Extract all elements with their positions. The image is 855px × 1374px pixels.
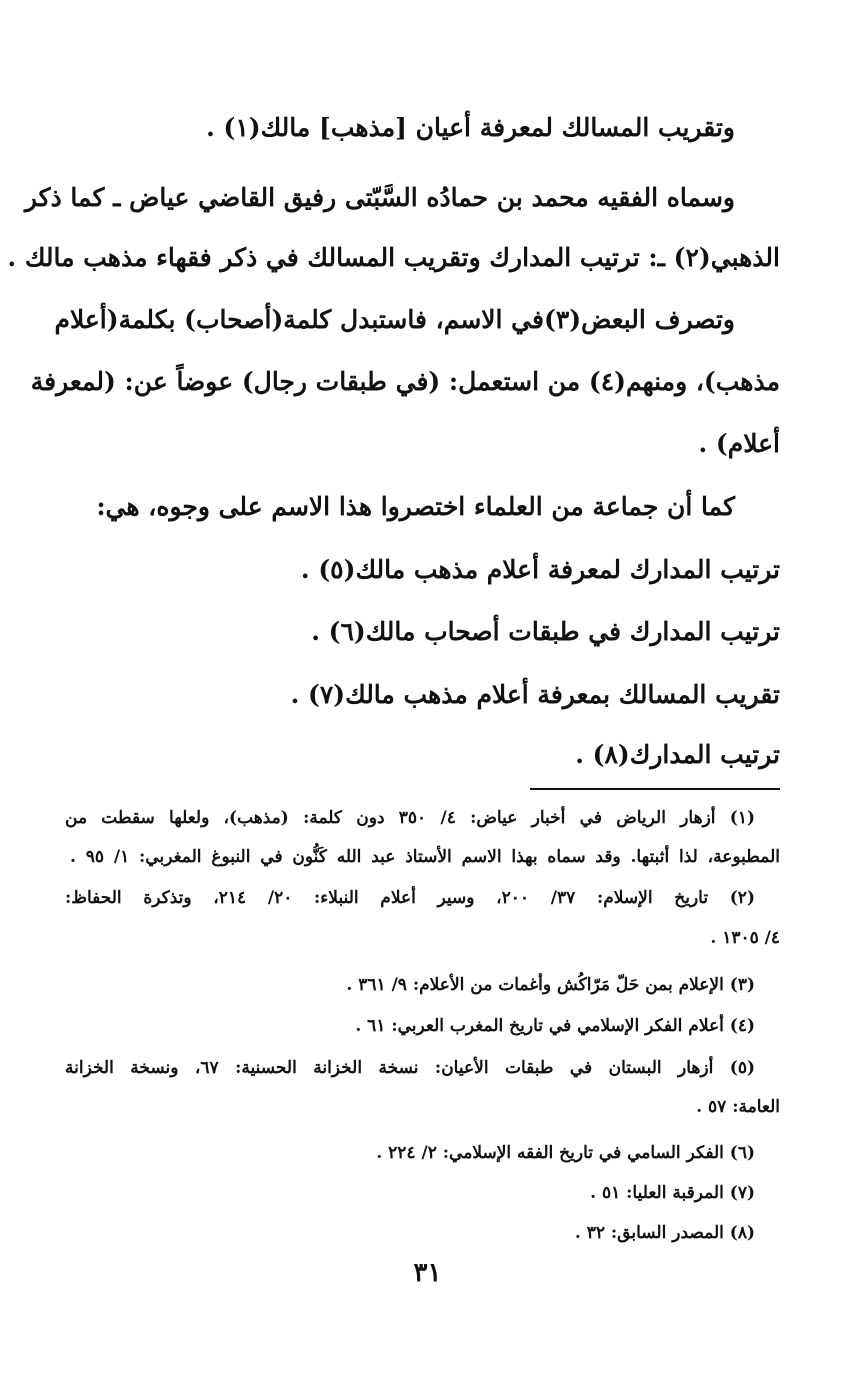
text-line-7: كما أن جماعة من العلماء اختصروا هذا الاسم على وجوه، هي: (96, 492, 735, 521)
footnote-line-1: (١) أزهار الرياض في أخبار عياض: ٤/ ٣٥٠ دون كلمة: (مذهب)، ولعلها سقطت من (65, 808, 755, 828)
footnote-line-3: (٢) تاريخ الإسلام: ٣٧/ ٢٠٠، وسير أعلام النبلاء: ٢٠/ ٢١٤، وتذكرة الحفاظ: (65, 888, 755, 908)
footnote-line-9: (٦) الفكر السامي في تاريخ الفقه الإسلامي: ٢/ ٢٢٤ . (376, 1143, 755, 1163)
page-number: ٣١ (413, 1258, 442, 1288)
footnote-separator (530, 788, 780, 790)
text-line-6: أعلام) . (698, 429, 780, 458)
footnote-line-5: (٣) الإعلام بمن حَلّ مَرّاكُش وأغمات من الأعلام: ٩/ ٣٦١ . (346, 975, 755, 995)
text-line-5: مذهب)، ومنهم(٤) من استعمل: (في طبقات رجال) عوضاً عن: (لمعرفة (30, 367, 780, 396)
footnote-line-10: (٧) المرقبة العليا: ٥١ . (590, 1183, 755, 1203)
text-line-8: ترتيب المدارك لمعرفة أعلام مذهب مالك(٥) . (300, 555, 780, 584)
text-line-4: وتصرف البعض(٣)في الاسم، فاستبدل كلمة(أصحاب) بكلمة(أعلام (54, 305, 735, 334)
footnote-line-4: ٤/ ١٣٠٥ . (710, 928, 780, 948)
footnote-line-7: (٥) أزهار البستان في طبقات الأعيان: نسخة الخزانة الحسنية: ٦٧، ونسخة الخزانة (65, 1058, 755, 1078)
footnote-line-2: المطبوعة، لذا أثبتها. وقد سماه بهذا الاسم الأستاذ عبد الله كَنُّون في النبوغ المغربي: ١/ ٩٥ . (70, 847, 780, 867)
footnote-line-11: (٨) المصدر السابق: ٣٢ . (574, 1223, 755, 1243)
text-line-10: تقريب المسالك بمعرفة أعلام مذهب مالك(٧) . (290, 680, 780, 709)
text-line-3: الذهبي(٢) ـ: ترتيب المدارك وتقريب المسالك في ذكر فقهاء مذهب مالك . (7, 243, 780, 272)
text-line-2: وسماه الفقيه محمد بن حمادُه السَّبّتى رفيق القاضي عياض ـ كما ذكر (24, 183, 735, 212)
text-line-1: وتقريب المسالك لمعرفة أعيان [مذهب] مالك(١) . (206, 113, 735, 142)
text-line-11: ترتيب المدارك(٨) . (575, 740, 780, 769)
text-line-9: ترتيب المدارك في طبقات أصحاب مالك(٦) . (311, 617, 780, 646)
footnote-line-6: (٤) أعلام الفكر الإسلامي في تاريخ المغرب العربي: ٦١ . (355, 1016, 755, 1036)
footnote-line-8: العامة: ٥٧ . (696, 1097, 780, 1117)
